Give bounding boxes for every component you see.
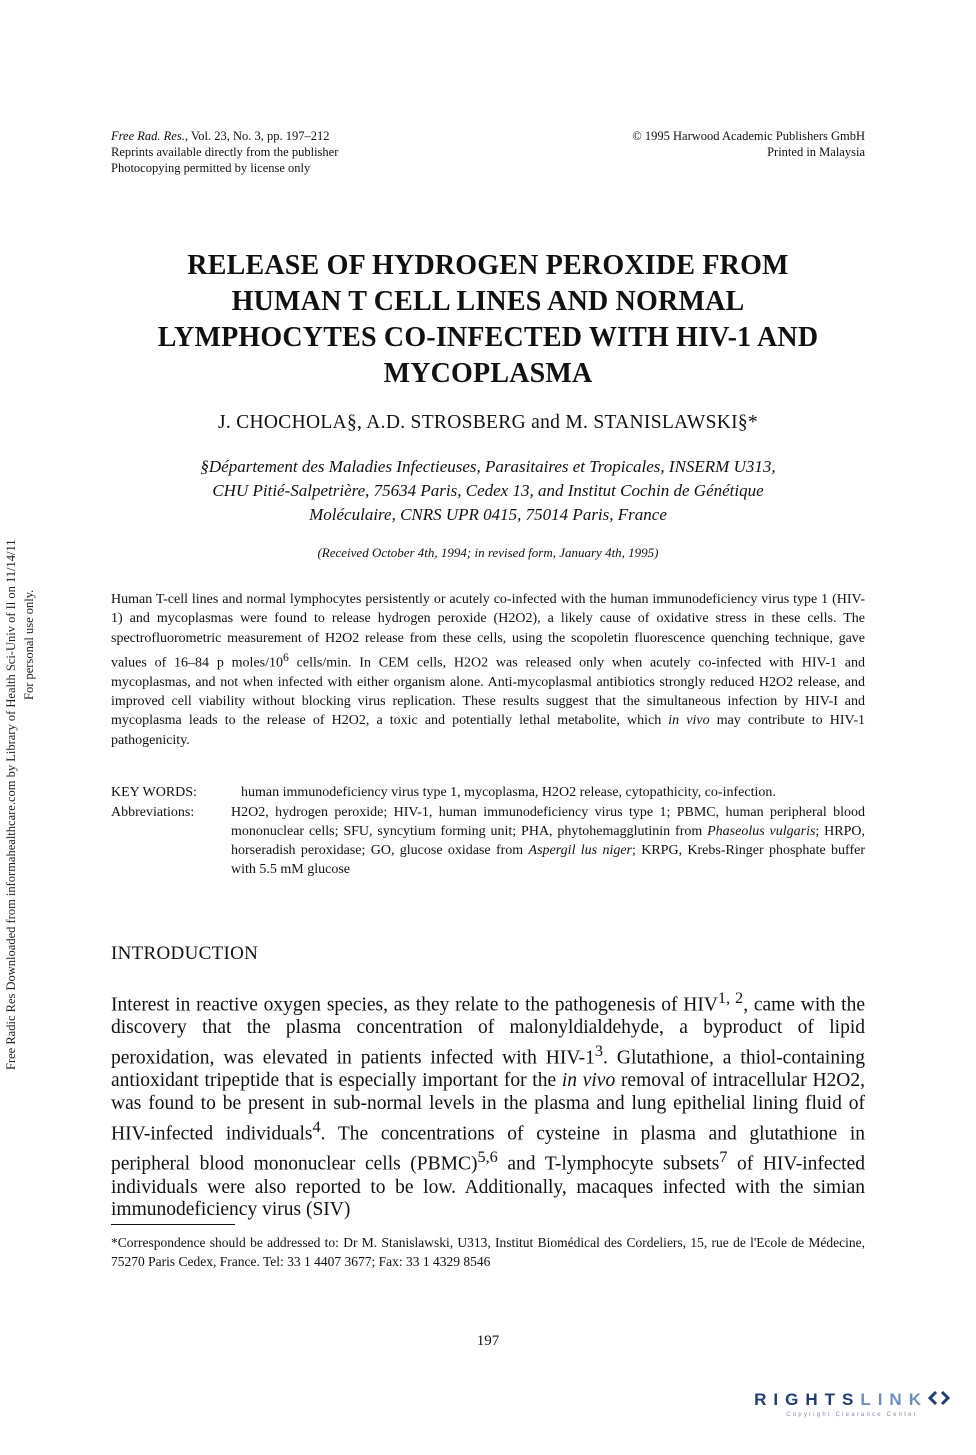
correspondence-footnote: *Correspondence should be addressed to: Dr M. Stanislawski, U313, Institut Biomédical des Cordeliers, 15, rue de l'Ecole de Médecine, 75270 Paris Cedex, France. Tel: 33 1 4407 3677; Fax: 33 1 4329 8546: [111, 1235, 865, 1269]
publisher-header: [632, 128, 865, 160]
paper-title: [111, 248, 865, 392]
keywords-block: [111, 783, 865, 879]
logo-text-dark: RIGHTS: [754, 1390, 861, 1409]
copyright-line: © 1995 Harwood Academic Publishers GmbH: [632, 129, 865, 143]
footnote-rule: [111, 1224, 235, 1225]
title-line: RELEASE OF HYDROGEN PEROXIDE FROM: [187, 250, 789, 281]
keywords-text: human immunodeficiency virus type 1, mycoplasma, H2O2 release, cytopathicity, co-infection.: [241, 785, 776, 800]
title-line: HUMAN T CELL LINES AND NORMAL: [231, 286, 745, 317]
affiliation: [111, 455, 865, 527]
title-line: MYCOPLASMA: [383, 358, 593, 389]
abstract: [111, 590, 865, 750]
download-notice: [0, 370, 44, 1070]
download-notice-line: Free Radic Res Downloaded from informahealthcare.com by Library of Health Sci-Univ of Il on 11/14/11: [4, 539, 18, 1070]
logo-text-light: LINK: [860, 1390, 928, 1409]
logo-subtitle: Copyright Clearance Center: [786, 1412, 918, 1419]
printed-line: Printed in Malaysia: [767, 145, 865, 159]
authors: J. CHOCHOLA§, A.D. STROSBERG and M. STANISLAWSKI§*: [217, 412, 759, 433]
abbreviations-text: H2O2, hydrogen peroxide; HIV-1, human immunodeficiency virus type 1; PBMC, human peripheral blood mononuclear cells; SFU, syncytium forming unit; PHA, phytohemagglutinin from Phaseolus vulgaris; HRPO, horseradish peroxidase; GO, glucose oxidase from Aspergil lus niger; KRPG, Krebs-Ringer phosphate buffer with 5.5 mM glucose: [231, 805, 865, 877]
journal-name: Free Rad. Res.: [111, 129, 185, 143]
received-dates: (Received October 4th, 1994; in revised form, January 4th, 1995): [317, 545, 659, 560]
personal-use-notice: For personal use only.: [22, 589, 36, 700]
introduction-body: [111, 987, 865, 1222]
abbreviations-label: Abbreviations:: [111, 805, 195, 820]
abstract-text: Human T-cell lines and normal lymphocytes persistently or acutely co-infected with the human immunodeficiency virus type 1 (HIV-1) and mycoplasmas were found to release hydrogen peroxide (H2O2), a likely cause of oxidative stress in these cells. The spectrofluorometric measurement of H2O2 release from these cells, using the scopoletin fluorescence quenching technique, gave values of 16–84 p moles/$10^6$ cells/min. In CEM cells, H2O2 was released only when acutely co-infected with HIV-1 and mycoplasmas, and not when infected with either organism alone. Anti-mycoplasmal antibiotics strongly reduced H2O2 release, and improved cell viability without blocking virus replication. These results suggest that the simultaneous infection by HIV-I and mycoplasma leads to the release of H2O2, a toxic and potentially lethal metabolite, which in vivo may contribute to HIV-1 pathogenicity.: [111, 592, 866, 748]
rightslink-arrows-icon: [928, 1390, 950, 1411]
affiliation-line: CHU Pitié-Salpetrière, 75634 Paris, Cedex 13, and Institut Cochin de Génétique: [212, 481, 764, 500]
photocopy-line: Photocopying permitted by license only: [111, 161, 311, 175]
reprints-line: Reprints available directly from the publisher: [111, 145, 339, 159]
affiliation-line: §Département des Maladies Infectieuses, Parasitaires et Tropicales, INSERM U313,: [200, 457, 776, 476]
rightslink-logo[interactable]: [754, 1390, 950, 1418]
journal-citation: , Vol. 23, No. 3, pp. 197–212: [184, 129, 330, 143]
keywords-row: [111, 783, 865, 802]
page-number: 197: [476, 1333, 500, 1349]
section-heading-introduction: INTRODUCTION: [111, 943, 259, 964]
journal-header: [111, 128, 338, 176]
affiliation-line: Moléculaire, CNRS UPR 0415, 75014 Paris, France: [309, 505, 667, 524]
introduction-paragraph: Interest in reactive oxygen species, as they relate to the pathogenesis of HIV$^{1, 2}$, came with the discovery that the plasma concentration of malonyldialdehyde, a byproduct of lipid peroxidation, was elevated in patients infected with HIV-$1^3$. Glutathione, a thiol-containing antioxidant tripeptide that is especially important for the in vivo removal of intracellular H2O2, was found to be present in sub-normal levels in the plasma and lung epithelial lining fluid of HIV-infected individuals$^4$. The concentrations of cysteine in plasma and glutathione in peripheral blood mononuclear cells (PBMC)$^{5,6}$ and T-lymphocyte subsets$^7$ of HIV-infected individuals were also reported to be low. Additionally, macaques infected with the simian immunodeficiency virus (SIV): [111, 989, 865, 1221]
keywords-label: KEY WORDS:: [111, 785, 197, 800]
abbreviations-row: [111, 803, 865, 879]
title-line: LYMPHOCYTES CO-INFECTED WITH HIV-1 AND: [157, 322, 819, 353]
